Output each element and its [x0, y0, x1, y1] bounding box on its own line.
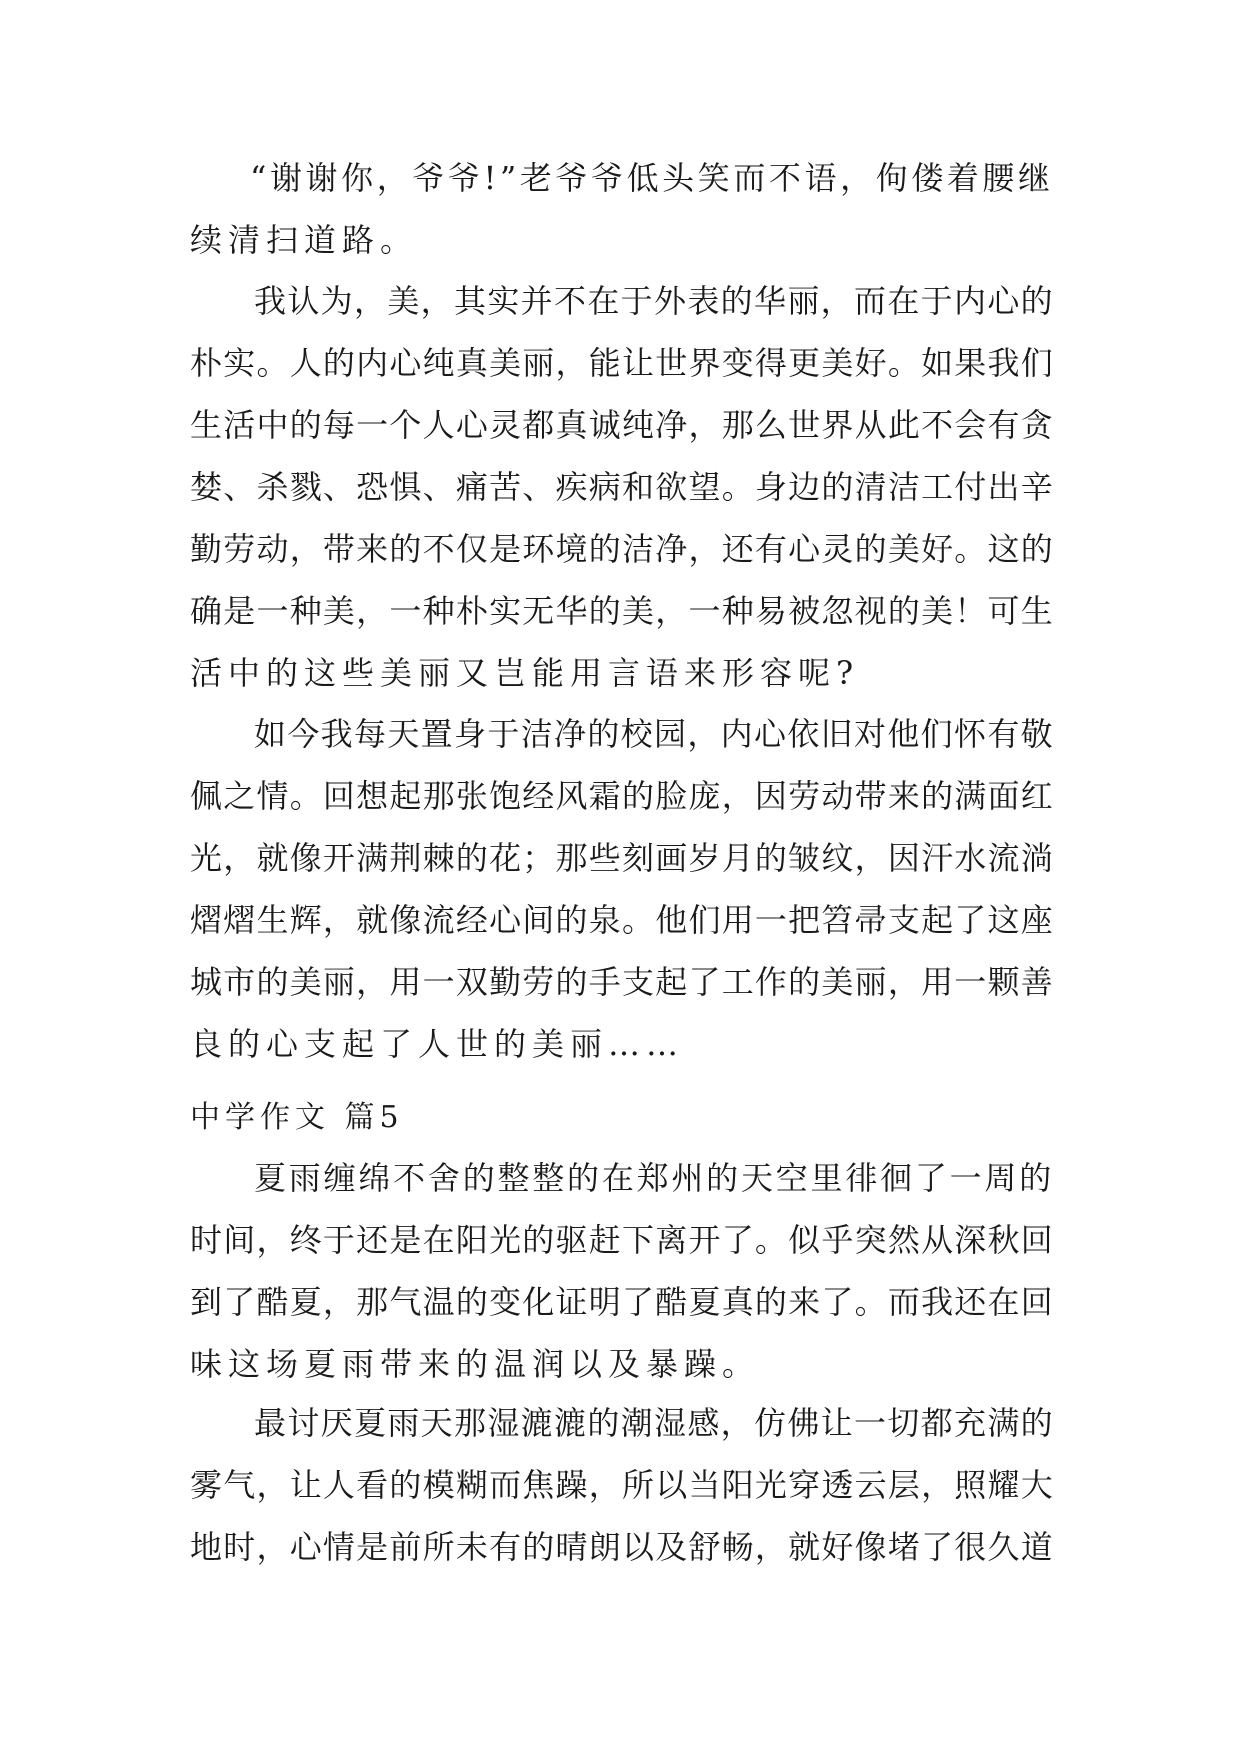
text-line: 夏雨缠绵不舍的整整的在郑州的天空里徘徊了一周的 [254, 1159, 1055, 1197]
text-line: 如今我每天置身于洁净的校园，内心依旧对他们怀有敬 [254, 715, 1055, 753]
text-line: 勤劳动，带来的不仅是环境的洁净，还有心灵的美好。这的 [190, 530, 1055, 568]
text-line: 活中的这些美丽又岂能用言语来形容呢? [190, 654, 860, 692]
text-line: 生活中的每一个人心灵都真诚纯净，那么世界从此不会有贪 [190, 406, 1055, 444]
text-line: 朴实。人的内心纯真美丽，能让世界变得更美好。如果我们 [190, 344, 1055, 382]
text-line: 雾气，让人看的模糊而焦躁，所以当阳光穿透云层，照耀大 [190, 1466, 1055, 1504]
text-line: “谢谢你，爷爷!”老爷爷低头笑而不语，佝偻着腰继 [250, 159, 1054, 197]
text-line: 时间，终于还是在阳光的驱赶下离开了。似乎突然从深秋回 [190, 1221, 1055, 1259]
text-line: 光，就像开满荆棘的花；那些刻画岁月的皱纹，因汗水流淌 [190, 839, 1055, 877]
text-line: 味这场夏雨带来的温润以及暴躁。 [190, 1345, 761, 1383]
text-line: 到了酷夏，那气温的变化证明了酷夏真的来了。而我还在回 [190, 1283, 1055, 1321]
text-line: 续清扫道路。 [190, 221, 419, 259]
text-line: 良的心支起了人世的美丽…… [190, 1025, 685, 1063]
text-line: 最讨厌夏雨天那湿漉漉的潮湿感，仿佛让一切都充满的 [254, 1404, 1055, 1442]
text-line: 城市的美丽，用一双勤劳的手支起了工作的美丽，用一颗善 [190, 963, 1055, 1001]
text-line: 地时，心情是前所未有的晴朗以及舒畅，就好像堵了很久道 [190, 1528, 1055, 1566]
text-line: 佩之情。回想起那张饱经风霜的脸庞，因劳动带来的满面红 [190, 777, 1055, 815]
text-line: 婪、杀戮、恐惧、痛苦、疾病和欲望。身边的清洁工付出辛 [190, 468, 1055, 506]
section-heading: 中学作文 篇5 [190, 1100, 404, 1135]
text-line: 我认为，美，其实并不在于外表的华丽，而在于内心的 [254, 282, 1055, 320]
text-line: 熠熠生辉，就像流经心间的泉。他们用一把笤帚支起了这座 [190, 901, 1055, 939]
text-line: 确是一种美，一种朴实无华的美，一种易被忽视的美！可生 [190, 592, 1055, 630]
